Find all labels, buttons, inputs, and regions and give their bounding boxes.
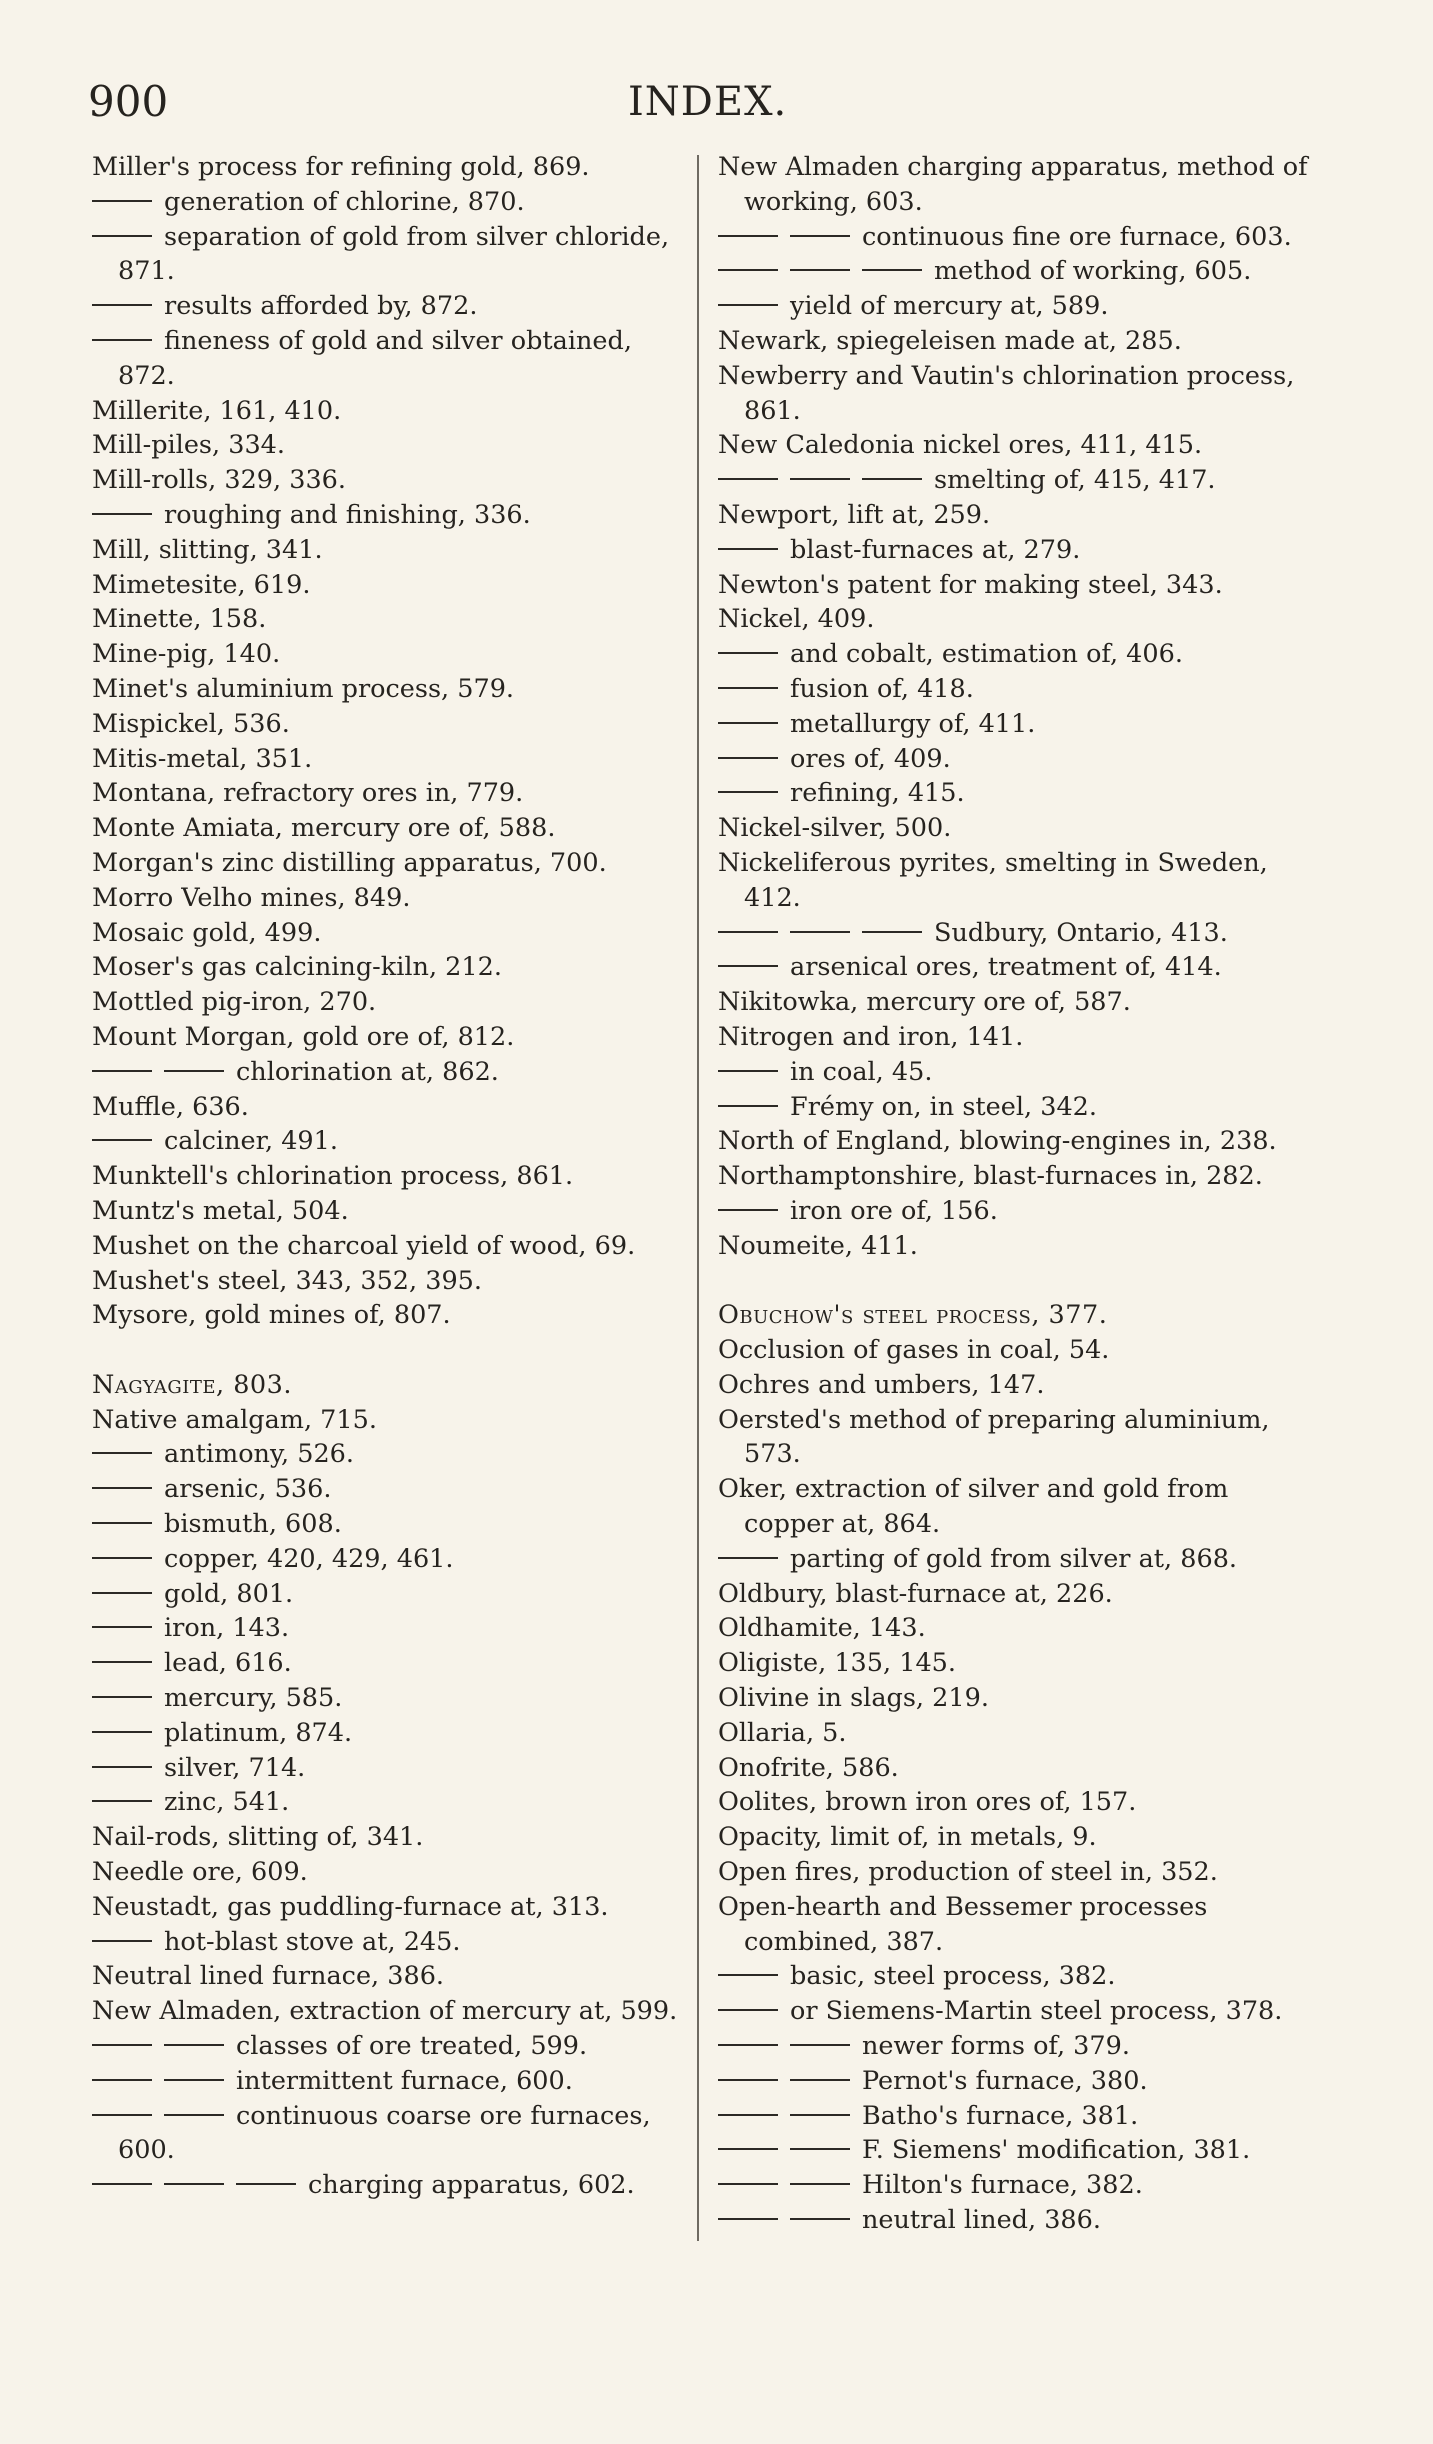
index-subentry: [718, 2203, 1310, 2238]
index-subentry: [92, 1681, 682, 1716]
index-entry: [718, 1681, 1310, 1716]
entry-text: Nickeliferous pyrites, smelting in Sweden, 412.: [718, 847, 1268, 913]
entry-text: results afforded by, 872.: [164, 291, 478, 322]
entry-text: New Almaden, extraction of mercury at, 599.: [92, 1996, 678, 2027]
ditto-dash: [718, 687, 778, 689]
entry-text: Oldhamite, 143.: [718, 1613, 926, 1644]
ditto-dash: [718, 1974, 778, 1976]
ditto-dash: [92, 2183, 296, 2185]
index-subentry: [92, 1124, 682, 1159]
index-entry: [92, 1403, 682, 1438]
entry-text: Pernot's furnace, 380.: [862, 2065, 1148, 2096]
index-entry: [92, 1298, 682, 1333]
ditto-dash: [718, 2148, 850, 2150]
entry-text: Millerite, 161, 410.: [92, 395, 342, 426]
entry-text: basic, steel process, 382.: [790, 1961, 1116, 1992]
entry-text: Miller's process for refining gold, 869.: [92, 152, 590, 182]
ditto-dash: [92, 1487, 152, 1489]
index-entry: [718, 1020, 1310, 1055]
index-subentry: [92, 1542, 682, 1577]
index-entry: [718, 1403, 1310, 1473]
entry-text: Montana, refractory ores in, 779.: [92, 778, 524, 809]
entry-text: Neutral lined furnace, 386.: [92, 1961, 445, 1992]
entry-text: New Almaden charging apparatus, method of working, 603.: [718, 152, 1308, 217]
index-subentry: [718, 1994, 1310, 2029]
entry-text: fusion of, 418.: [790, 673, 974, 704]
ditto-dash: [92, 1696, 152, 1698]
index-entry: [92, 881, 682, 916]
entry-text: Mine-pig, 140.: [92, 639, 281, 670]
entry-text: Nail-rods, slitting of, 341.: [92, 1822, 424, 1853]
ditto-dash: [92, 1731, 152, 1733]
entry-text: Frémy on, in steel, 342.: [790, 1091, 1097, 1122]
index-subentry: [718, 463, 1310, 498]
entry-text: refining, 415.: [790, 778, 965, 809]
index-entry: [718, 1229, 1310, 1264]
entry-text: gold, 801.: [164, 1578, 294, 1609]
index-subentry: [718, 672, 1310, 707]
ditto-dash: [718, 235, 850, 237]
index-entry: [92, 463, 682, 498]
entry-text: Occlusion of gases in coal, 54.: [718, 1335, 1110, 1366]
entry-text: yield of mercury at, 589.: [790, 291, 1109, 322]
entry-text: Muffle, 636.: [92, 1091, 249, 1122]
index-entry: [718, 846, 1310, 916]
page-header: [88, 72, 788, 132]
index-subentry: [718, 1194, 1310, 1229]
index-entry: [718, 1368, 1310, 1403]
entry-text: iron ore of, 156.: [790, 1195, 998, 1226]
ditto-dash: [92, 1070, 224, 1072]
index-entry: [718, 359, 1310, 429]
entry-text: Mosaic gold, 499.: [92, 917, 322, 948]
index-subentry: [718, 254, 1310, 289]
index-entry: [92, 1855, 682, 1890]
entry-text: Nickel-silver, 500.: [718, 813, 952, 844]
index-subentry: [718, 742, 1310, 777]
index-subentry: [92, 1716, 682, 1751]
entry-text: continuous fine ore furnace, 603.: [862, 221, 1292, 252]
ditto-dash: [718, 1070, 778, 1072]
entry-text: North of England, blowing-engines in, 238.: [718, 1126, 1277, 1157]
index-subentry: [92, 1751, 682, 1786]
index-entry: [718, 1333, 1310, 1368]
entry-text: Mushet's steel, 343, 352, 395.: [92, 1265, 483, 1296]
entry-text: Hilton's furnace, 382.: [862, 2170, 1143, 2201]
ditto-dash: [92, 1139, 152, 1141]
entry-text: classes of ore treated, 599.: [236, 2031, 588, 2062]
ditto-dash: [718, 652, 778, 654]
ditto-dash: [92, 1766, 152, 1768]
index-entry: [718, 568, 1310, 603]
index-entry: [92, 950, 682, 985]
index-subentry: [718, 637, 1310, 672]
index-subentry: [718, 916, 1310, 951]
entry-text: or Siemens-Martin steel process, 378.: [790, 1996, 1283, 2027]
index-entry: [718, 602, 1310, 637]
index-entry: [92, 394, 682, 429]
index-subentry: [92, 2099, 682, 2169]
entry-text: platinum, 874.: [164, 1717, 353, 1748]
index-entry: [92, 637, 682, 672]
ditto-dash: [718, 791, 778, 793]
index-subentry: [718, 220, 1310, 255]
index-entry: [92, 428, 682, 463]
entry-text: Mill-rolls, 329, 336.: [92, 465, 347, 496]
index-subentry: [92, 220, 682, 290]
ditto-dash: [718, 478, 922, 480]
ditto-dash: [718, 2183, 850, 2185]
entry-text: iron, 143.: [164, 1613, 290, 1644]
entry-text: arsenical ores, treatment of, 414.: [790, 952, 1222, 983]
ditto-dash: [92, 1452, 152, 1454]
entry-text: Mispickel, 536.: [92, 708, 290, 739]
ditto-dash: [92, 2114, 224, 2116]
entry-text: New Caledonia nickel ores, 411, 415.: [718, 430, 1203, 461]
index-entry: [718, 324, 1310, 359]
entry-text: Northamptonshire, blast-furnaces in, 282.: [718, 1161, 1263, 1192]
entry-text: Mimetesite, 619.: [92, 569, 311, 600]
entry-text: Olivine in slags, 219.: [718, 1683, 989, 1714]
ditto-dash: [718, 2218, 850, 2220]
entry-text: antimony, 526.: [164, 1439, 354, 1470]
entry-text: fineness of gold and silver obtained, 872.: [118, 325, 632, 391]
index-entry: [718, 985, 1310, 1020]
entry-text: smelting of, 415, 417.: [934, 465, 1216, 496]
index-subentry: [92, 289, 682, 324]
entry-text: Nagyagite, 803.: [92, 1369, 292, 1400]
entry-text: silver, 714.: [164, 1752, 306, 1783]
index-entry: [92, 1090, 682, 1125]
index-entry: [92, 672, 682, 707]
entry-text: lead, 616.: [164, 1648, 292, 1679]
entry-text: Nitrogen and iron, 141.: [718, 1021, 1024, 1052]
index-subentry: [718, 2133, 1310, 2168]
index-entry: [92, 846, 682, 881]
index-entry: [718, 1716, 1310, 1751]
entry-text: Morro Velho mines, 849.: [92, 882, 411, 913]
ditto-dash: [718, 2044, 850, 2046]
index-entry: [718, 1855, 1310, 1890]
index-entry: [92, 707, 682, 742]
index-subentry: [718, 1090, 1310, 1125]
ditto-dash: [92, 513, 152, 515]
entry-text: Newberry and Vautin's chlorination process, 861.: [718, 360, 1295, 426]
index-subentry: [92, 1577, 682, 1612]
index-entry: [718, 1820, 1310, 1855]
entry-text: Native amalgam, 715.: [92, 1404, 377, 1435]
index-entry: [92, 1994, 682, 2029]
entry-text: generation of chlorine, 870.: [164, 186, 525, 217]
entry-text: Nickel, 409.: [718, 604, 875, 635]
ditto-dash: [718, 931, 922, 933]
column-divider: [697, 155, 699, 2241]
entry-text: in coal, 45.: [790, 1056, 933, 1087]
entry-text: Obuchow's steel process, 377.: [718, 1300, 1108, 1331]
entry-text: newer forms of, 379.: [862, 2031, 1130, 2062]
index-subentry: [718, 2029, 1310, 2064]
entry-text: Oersted's method of preparing aluminium, 573.: [718, 1404, 1270, 1470]
index-entry: [718, 1646, 1310, 1681]
index-subentry: [92, 2168, 682, 2203]
index-entry: [92, 1820, 682, 1855]
ditto-dash: [92, 339, 152, 341]
ditto-dash: [92, 1522, 152, 1524]
entry-text: method of working, 605.: [934, 256, 1252, 287]
entry-text: neutral lined, 386.: [862, 2205, 1101, 2236]
entry-text: Oolites, brown iron ores of, 157.: [718, 1787, 1137, 1818]
index-subentry: [718, 2099, 1310, 2134]
index-subentry: [718, 533, 1310, 568]
entry-text: Open fires, production of steel in, 352.: [718, 1857, 1218, 1888]
page-number: 900: [88, 77, 169, 126]
entry-text: Mitis-metal, 351.: [92, 743, 313, 774]
index-subentry: [718, 950, 1310, 985]
entry-text: Mushet on the charcoal yield of wood, 69.: [92, 1230, 636, 1261]
index-column-right: [718, 150, 1310, 2238]
section-gap: [92, 1333, 682, 1368]
entry-text: Munktell's chlorination process, 861.: [92, 1161, 574, 1192]
index-entry: [92, 742, 682, 777]
entry-text: Nikitowka, mercury ore of, 587.: [718, 987, 1131, 1018]
ditto-dash: [92, 304, 152, 306]
entry-text: Needle ore, 609.: [92, 1857, 308, 1888]
index-entry: [92, 776, 682, 811]
section-gap: [718, 1264, 1310, 1299]
index-entry: [718, 1785, 1310, 1820]
index-subentry: [92, 1437, 682, 1472]
ditto-dash: [718, 548, 778, 550]
entry-text: copper, 420, 429, 461.: [164, 1543, 454, 1574]
ditto-dash: [92, 2044, 224, 2046]
entry-text: mercury, 585.: [164, 1683, 343, 1714]
index-entry: [92, 150, 682, 185]
entry-text: Monte Amiata, mercury ore of, 588.: [92, 813, 556, 844]
entry-text: Oldbury, blast-furnace at, 226.: [718, 1578, 1113, 1609]
ditto-dash: [92, 2079, 224, 2081]
entry-text: metallurgy of, 411.: [790, 708, 1036, 739]
entry-text: Onofrite, 586.: [718, 1752, 899, 1783]
entry-text: Minet's aluminium process, 579.: [92, 673, 515, 704]
index-subentry: [718, 2064, 1310, 2099]
index-subentry: [92, 185, 682, 220]
ditto-dash: [92, 1661, 152, 1663]
entry-text: Moser's gas calcining-kiln, 212.: [92, 952, 502, 983]
index-subentry: [92, 1646, 682, 1681]
ditto-dash: [92, 1557, 152, 1559]
entry-text: Open-hearth and Bessemer processes combined, 387.: [718, 1891, 1208, 1957]
index-entry: [718, 1472, 1310, 1542]
ditto-dash: [718, 2114, 850, 2116]
ditto-dash: [92, 1626, 152, 1628]
entry-text: zinc, 541.: [164, 1787, 290, 1818]
entry-text: Newton's patent for making steel, 343.: [718, 569, 1223, 600]
entry-text: separation of gold from silver chloride, 871.: [118, 221, 670, 287]
entry-text: Neustadt, gas puddling-furnace at, 313.: [92, 1891, 609, 1922]
entry-text: intermittent furnace, 600.: [236, 2065, 573, 2096]
ditto-dash: [718, 1557, 778, 1559]
entry-text: Newport, lift at, 259.: [718, 499, 991, 530]
entry-text: and cobalt, estimation of, 406.: [790, 639, 1183, 670]
entry-text: Oker, extraction of silver and gold from copper at, 864.: [718, 1474, 1229, 1540]
ditto-dash: [92, 200, 152, 202]
entry-text: Muntz's metal, 504.: [92, 1195, 349, 1226]
index-subentry: [92, 1925, 682, 1960]
ditto-dash: [718, 2079, 850, 2081]
entry-text: Ollaria, 5.: [718, 1717, 847, 1748]
index-entry: [92, 1959, 682, 1994]
index-entry: [92, 533, 682, 568]
entry-text: parting of gold from silver at, 868.: [790, 1543, 1238, 1574]
ditto-dash: [92, 235, 152, 237]
entry-text: roughing and finishing, 336.: [164, 499, 531, 530]
entry-text: Mill, slitting, 341.: [92, 534, 323, 565]
index-subentry: [718, 1959, 1310, 1994]
index-subentry: [718, 289, 1310, 324]
index-entry: [92, 1890, 682, 1925]
entry-text: Mount Morgan, gold ore of, 812.: [92, 1021, 515, 1052]
entry-text: hot-blast stove at, 245.: [164, 1926, 461, 1957]
ditto-dash: [718, 722, 778, 724]
entry-text: calciner, 491.: [164, 1126, 338, 1157]
ditto-dash: [92, 1800, 152, 1802]
index-subentry: [92, 2064, 682, 2099]
index-entry: [92, 1368, 682, 1403]
index-subentry: [718, 1542, 1310, 1577]
index-subentry: [718, 1055, 1310, 1090]
ditto-dash: [718, 1209, 778, 1211]
index-entry: [92, 916, 682, 951]
ditto-dash: [718, 757, 778, 759]
index-subentry: [92, 1472, 682, 1507]
entry-text: Ochres and umbers, 147.: [718, 1369, 1045, 1400]
index-subentry: [92, 2029, 682, 2064]
entry-text: Mysore, gold mines of, 807.: [92, 1300, 451, 1331]
index-entry: [92, 568, 682, 603]
index-entry: [718, 811, 1310, 846]
index-entry: [718, 1751, 1310, 1786]
entry-text: ores of, 409.: [790, 743, 951, 774]
entry-text: F. Siemens' modification, 381.: [862, 2135, 1251, 2166]
index-subentry: [718, 707, 1310, 742]
index-entry: [92, 1194, 682, 1229]
index-entry: [718, 1298, 1310, 1333]
index-entry: [718, 1611, 1310, 1646]
index-subentry: [92, 1611, 682, 1646]
index-entry: [718, 1159, 1310, 1194]
entry-text: Batho's furnace, 381.: [862, 2100, 1139, 2131]
index-entry: [92, 1264, 682, 1299]
ditto-dash: [718, 304, 778, 306]
entry-text: blast-furnaces at, 279.: [790, 534, 1081, 565]
index-subentry: [718, 2168, 1310, 2203]
index-entry: [718, 498, 1310, 533]
entry-text: continuous coarse ore furnaces, 600.: [118, 2100, 651, 2166]
index-entry: [718, 150, 1310, 220]
entry-text: Oligiste, 135, 145.: [718, 1648, 956, 1679]
ditto-dash: [718, 1105, 778, 1107]
index-entry: [92, 1159, 682, 1194]
index-subentry: [92, 1507, 682, 1542]
entry-text: Morgan's zinc distilling apparatus, 700.: [92, 847, 607, 878]
index-subentry: [92, 1785, 682, 1820]
entry-text: Opacity, limit of, in metals, 9.: [718, 1822, 1097, 1853]
index-entry: [92, 811, 682, 846]
entry-text: Sudbury, Ontario, 413.: [934, 917, 1228, 948]
ditto-dash: [718, 965, 778, 967]
entry-text: Noumeite, 411.: [718, 1230, 918, 1261]
index-entry: [718, 1577, 1310, 1612]
index-subentry: [718, 776, 1310, 811]
index-subentry: [92, 498, 682, 533]
index-entry: [92, 1020, 682, 1055]
index-entry: [92, 1229, 682, 1264]
entry-text: Mill-piles, 334.: [92, 430, 285, 461]
entry-text: Minette, 158.: [92, 604, 267, 635]
index-column-left: [92, 150, 682, 2203]
entry-text: chlorination at, 862.: [236, 1056, 499, 1087]
index-subentry: [92, 324, 682, 394]
entry-text: charging apparatus, 602.: [308, 2170, 635, 2201]
index-entry: [718, 428, 1310, 463]
ditto-dash: [718, 269, 922, 271]
ditto-dash: [718, 2009, 778, 2011]
index-subentry: [92, 1055, 682, 1090]
index-entry: [718, 1890, 1310, 1960]
entry-text: bismuth, 608.: [164, 1509, 342, 1540]
entry-text: Newark, spiegeleisen made at, 285.: [718, 325, 1182, 356]
index-entry: [92, 985, 682, 1020]
entry-text: Mottled pig-iron, 270.: [92, 987, 377, 1018]
running-title: INDEX.: [628, 79, 788, 125]
ditto-dash: [92, 1940, 152, 1942]
index-entry: [718, 1124, 1310, 1159]
ditto-dash: [92, 1592, 152, 1594]
index-entry: [92, 602, 682, 637]
entry-text: arsenic, 536.: [164, 1474, 332, 1505]
